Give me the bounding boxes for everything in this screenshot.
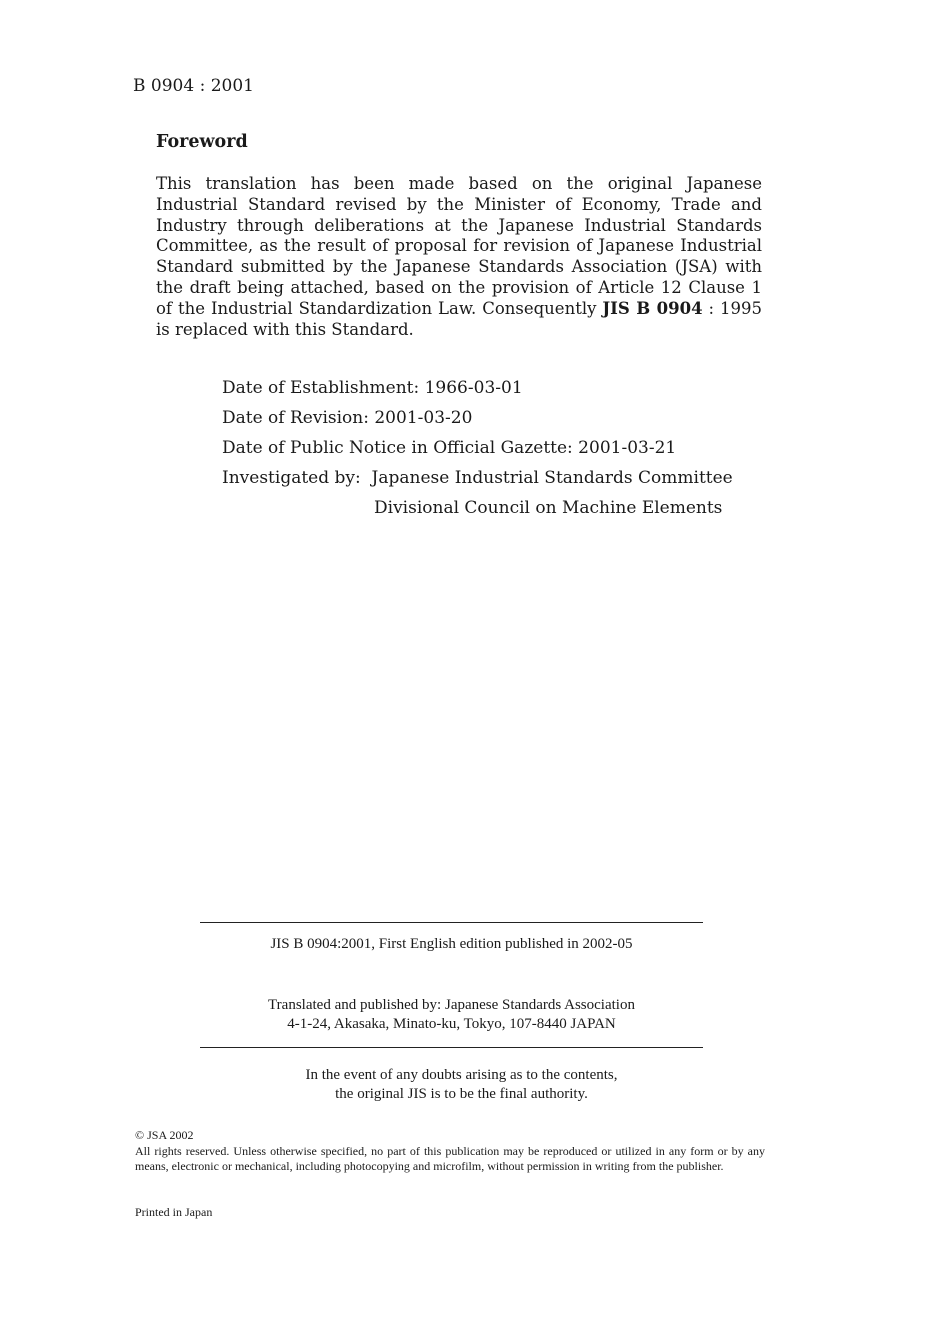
authority-notice	[200, 1066, 723, 1104]
divider-bottom	[200, 1047, 703, 1048]
date-establishment: Date of Establishment: 1966-03-01	[222, 378, 523, 398]
investigated-committee: Japanese Industrial Standards Committee	[371, 468, 733, 488]
printed-in: Printed in Japan	[135, 1205, 213, 1219]
authority-line-2: the original JIS is to be the final authority.	[335, 1086, 588, 1102]
copyright-block	[135, 1128, 765, 1175]
dates-block	[222, 378, 733, 528]
foreword-heading: Foreword	[156, 132, 248, 152]
foreword-text-before: This translation has been made based on the original Japanese Industrial Standard revised by the Minister of Economy, Trade and Industry through deliberations at the Japanese Industrial Standards Committee, as the result of proposal for revision of Japanese Industrial Standard submitted by the Japanese Standards Association (JSA) with the draft being attached, based on the provision of Article 12 Clause 1 of the Industrial Standardization Law. Consequently	[156, 174, 762, 318]
publisher-block	[200, 996, 703, 1034]
foreword-body	[156, 174, 762, 340]
rights-statement: All rights reserved. Unless otherwise specified, no part of this publication may be reproduced or utilized in any form or by any means, electronic or mechanical, including photocopying and microfilm, without permission in writing from the publisher.	[135, 1143, 765, 1173]
investigated-by	[222, 468, 733, 498]
edition-line: JIS B 0904:2001, First English edition published in 2002-05	[270, 936, 633, 952]
authority-line-1: In the event of any doubts arising as to the contents,	[305, 1067, 618, 1083]
date-public-notice: Date of Public Notice in Official Gazette: 2001-03-21	[222, 438, 677, 458]
copyright-notice: © JSA 2002	[135, 1128, 194, 1142]
translated-by-line: Translated and published by: Japanese Standards Association	[268, 997, 635, 1013]
date-revision: Date of Revision: 2001-03-20	[222, 408, 473, 428]
divider-top	[200, 922, 703, 923]
foreword-standard-ref: JIS B 0904	[602, 298, 703, 318]
foreword-text-after: : 1995 is replaced with this Standard.	[156, 298, 762, 339]
investigated-council: Divisional Council on Machine Elements	[374, 498, 723, 518]
investigated-label: Investigated by:	[222, 468, 361, 488]
document-id: B 0904 : 2001	[133, 76, 254, 96]
publisher-address: 4-1-24, Akasaka, Minato-ku, Tokyo, 107-8440 JAPAN	[287, 1016, 616, 1032]
